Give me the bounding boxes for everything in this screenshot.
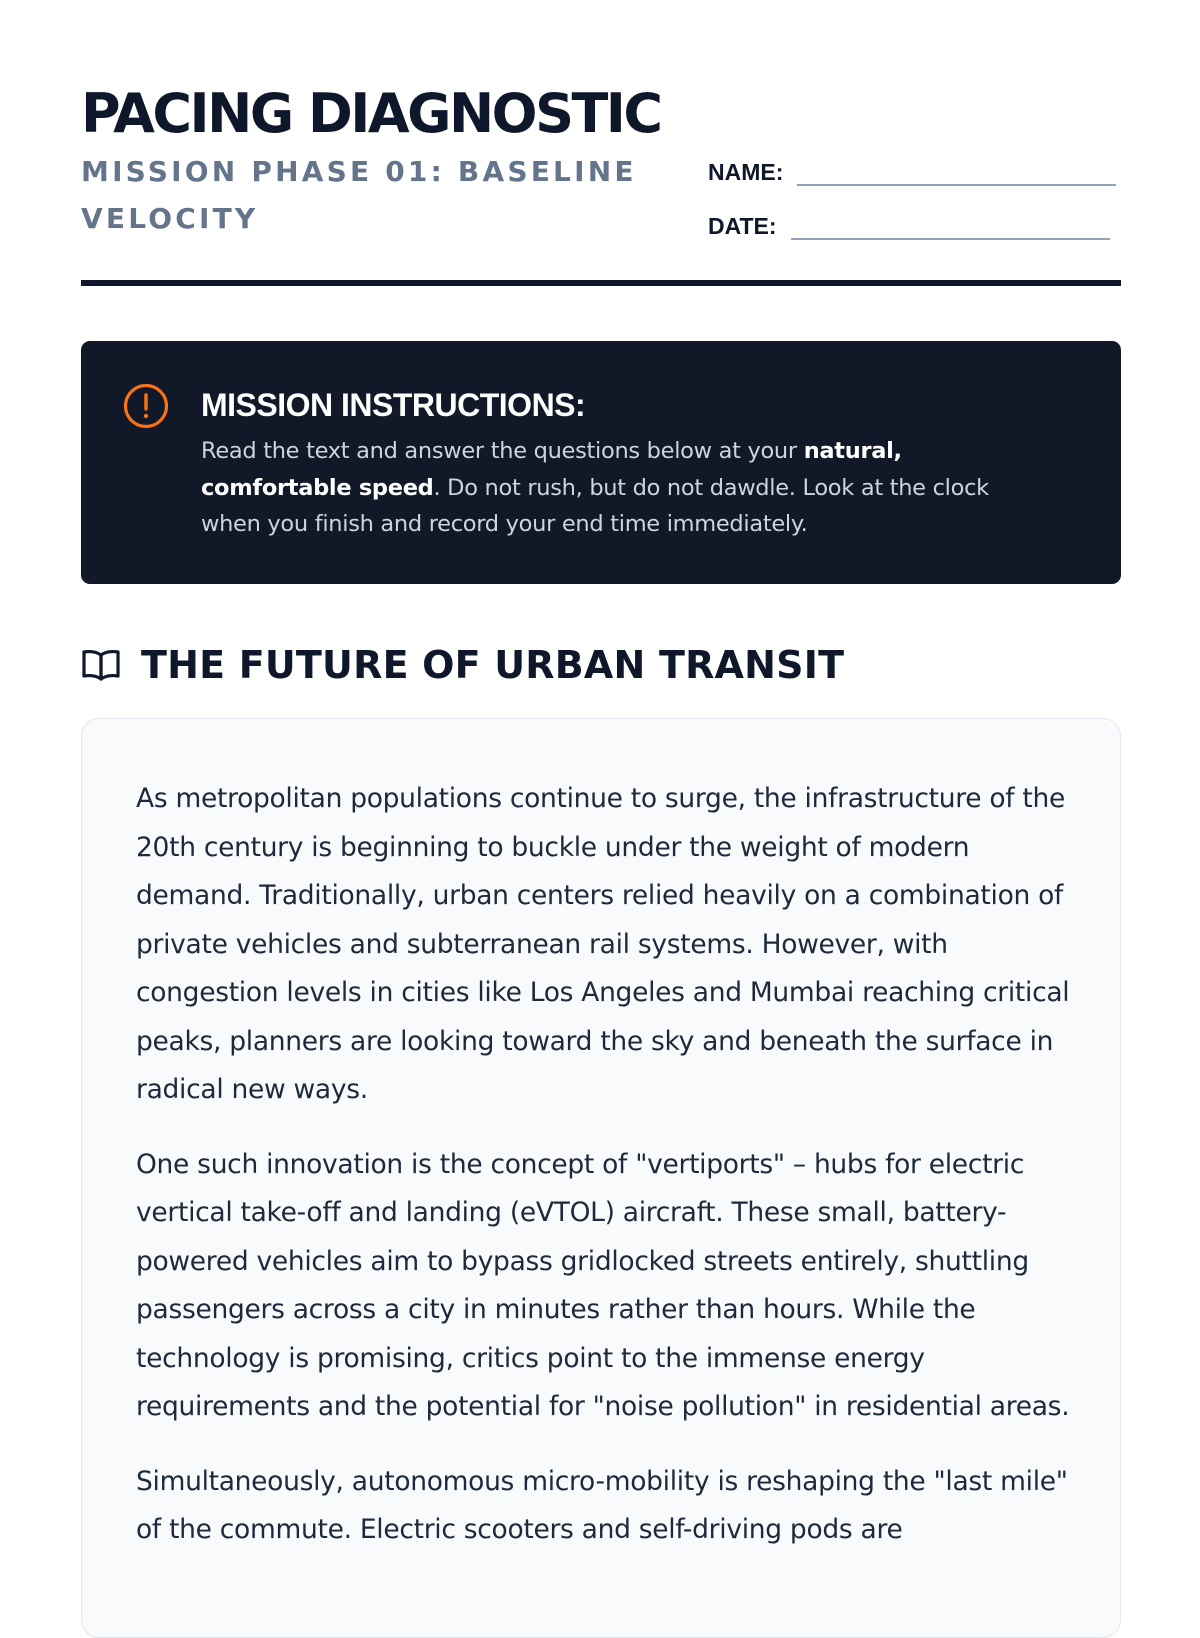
date-field[interactable] [708,204,1110,240]
instructions-text-emphasis: natural, comfortable speed [201,438,902,501]
name-label: NAME: [708,159,784,185]
instructions-text-end: . Do not rush, but do not dawdle. Look at the clock when you finish and record your end time immediately. [201,474,989,537]
passage-heading [81,640,844,690]
instructions-text-start: Read the text and answer the questions below at your [201,438,804,464]
date-label: DATE: [708,213,777,239]
passage-paragraph: Simultaneously, autonomous micro-mobility is reshaping the "last mile" of the commute. Electric scooters and self-driving pods are [136,1465,1068,1545]
date-input-line[interactable] [791,204,1110,240]
passage-paragraph: One such innovation is the concept of "vertiports" – hubs for electric vertical take-off and landing (eVTOL) aircraft. These small, battery-powered vehicles aim to bypass gridlocked streets entirely, shuttling passengers across a city in minutes rather than hours. While the technology is promising, critics point to the immense energy requirements and the potential for "noise pollution" in residential areas. [136,1148,1070,1422]
passage-paragraph: As metropolitan populations continue to surge, the infrastructure of the 20th century is beginning to buckle under the weight of modern demand. Traditionally, urban centers relied heavily on a combination of private vehicles and subterranean rail systems. However, with congestion levels in cities like Los Angeles and Mumbai reaching critical peaks, planners are looking toward the sky and beneath the surface in radical new ways. [136,783,1070,1105]
passage-title: THE FUTURE OF URBAN TRANSIT [141,643,845,687]
page-title: PACING DIAGNOSTIC [81,82,661,145]
instructions-text [201,433,1031,543]
reading-passage [81,718,1121,1638]
instructions-title: MISSION INSTRUCTIONS: [201,387,586,423]
open-book-icon [81,647,121,683]
name-input-line[interactable] [797,150,1116,186]
name-field[interactable] [708,150,1116,186]
alert-circle-icon [122,382,170,430]
instructions-callout [81,341,1121,584]
header-divider [81,280,1121,286]
page-subtitle: MISSION PHASE 01: BASELINE VELOCITY [81,155,637,235]
